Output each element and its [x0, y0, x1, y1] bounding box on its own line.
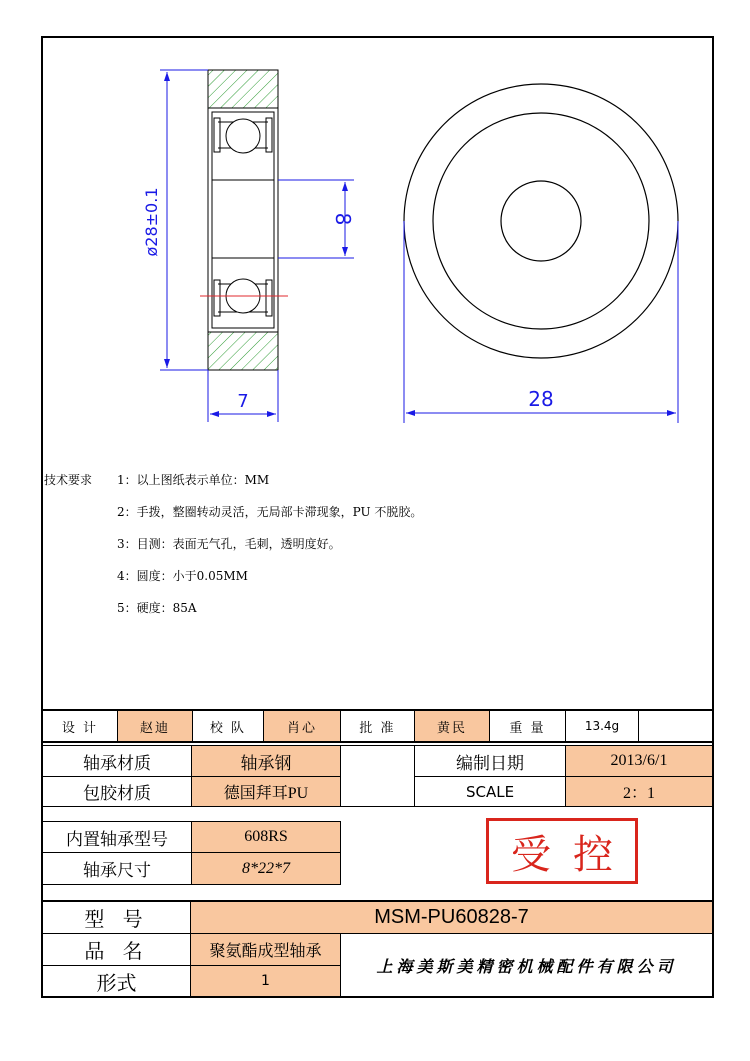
outer-circle	[404, 84, 678, 358]
date-label: 编制日期	[456, 753, 524, 774]
dim-diameter-label: ø28±0.1	[142, 187, 161, 257]
rubber-material-label: 包胶材质	[83, 784, 151, 804]
bearing-model-label: 内置轴承型号	[66, 829, 168, 850]
check-value: 肖心	[264, 711, 340, 741]
design-label: 设 计	[61, 720, 99, 736]
type-value: MSM-PU60828-7	[191, 902, 712, 933]
dim-bore-label: 8	[331, 212, 355, 226]
requirement-2: 2：手拨，整圈转动灵活，无局部卡滞现象，PU 不脱胶。	[117, 505, 423, 519]
weight-label: 重 量	[509, 720, 546, 736]
bearing-circle	[433, 113, 649, 329]
form-value: 1	[191, 966, 340, 996]
bore-circle	[501, 181, 581, 261]
bearing-material-label: 轴承材质	[83, 753, 151, 774]
dim-width	[208, 370, 278, 422]
name-label: 品 名	[84, 939, 149, 963]
dim-width-label: 7	[237, 391, 249, 412]
requirements-heading: 技术要求	[44, 473, 93, 487]
requirement-1: 1：以上图纸表示单位：MM	[117, 473, 270, 487]
company-name: 上海美斯美精密机械配件有限公司	[376, 956, 677, 976]
bearing-size-value: 8*22*7	[192, 853, 340, 884]
dim-diameter	[142, 70, 208, 370]
approve-value: 黄民	[415, 711, 489, 741]
ball-upper	[226, 119, 260, 153]
weight-value: 13.4g	[584, 719, 620, 733]
dim-outer-label: 28	[528, 387, 554, 411]
section-view	[200, 70, 288, 370]
design-value: 赵迪	[118, 711, 192, 741]
rubber-material-value: 德国拜耳PU	[192, 777, 340, 806]
name-value: 聚氨酯成型轴承	[191, 934, 340, 965]
bearing-model-value: 608RS	[192, 822, 340, 852]
type-label: 型 号	[84, 907, 149, 931]
requirement-5: 5：硬度：85A	[117, 601, 197, 615]
dim-outer	[404, 221, 678, 423]
front-view	[404, 84, 678, 358]
approve-label: 批 准	[359, 720, 396, 736]
scale-label: SCALE	[465, 782, 515, 801]
check-label: 校 队	[209, 720, 247, 736]
bearing-material-value: 轴承钢	[192, 746, 340, 776]
bearing-size-label: 轴承尺寸	[83, 861, 151, 881]
controlled-stamp: 受控	[486, 818, 638, 884]
requirement-3: 3：目测：表面无气孔，毛刺，透明度好。	[117, 537, 341, 551]
requirement-4: 4：圆度：小于0.05MM	[117, 569, 248, 583]
scale-value: 2：1	[566, 777, 712, 806]
date-value: 2013/6/1	[566, 746, 712, 776]
dim-bore	[278, 180, 355, 258]
form-label: 形式	[96, 970, 137, 995]
